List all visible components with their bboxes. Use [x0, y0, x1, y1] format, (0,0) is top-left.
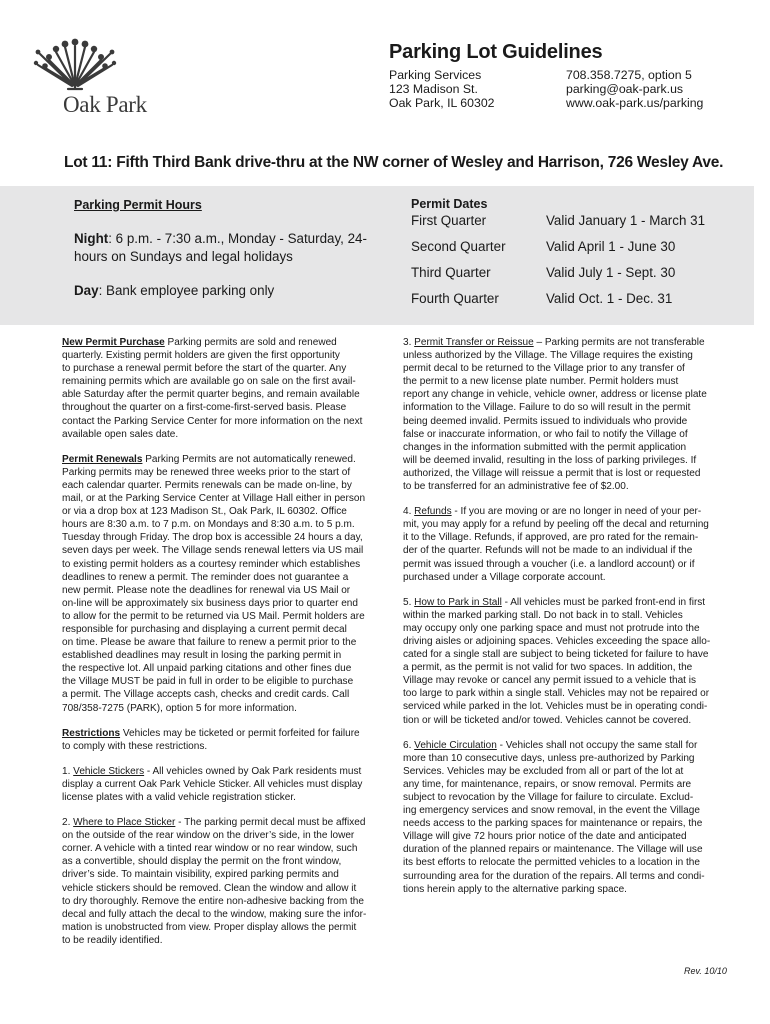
line-text: - All vehicles must be parked front-end in first [501, 596, 706, 608]
right-column [403, 336, 710, 896]
item-number: 3. [403, 337, 415, 348]
text-line [403, 661, 710, 674]
text-line [62, 518, 366, 531]
line-text: on time. Please be aware that failure to renew a permit prior to the [62, 637, 357, 649]
text-line [62, 855, 366, 868]
line-text: subject to revocation by the Village for failure to circulate. Exclud- [403, 792, 694, 803]
line-text: decal and fully attach the decal to the window, making sure the infor- [62, 908, 367, 920]
text-line [403, 622, 710, 635]
line-text: driving aisles or adjoining spaces. Vehicles exceeding the space allo- [403, 635, 711, 647]
quarter-label: Second Quarter [411, 239, 506, 254]
line-text: authorized, the Village will reissue a permit that is lost or requested [403, 467, 701, 479]
text-line [62, 531, 366, 544]
line-text: being deemed invalid. Permits issued to individuals who provide [403, 415, 688, 427]
text-line [403, 480, 710, 493]
section-heading: New Permit Purchase [62, 337, 165, 348]
text-line [403, 349, 710, 362]
text-line [62, 349, 366, 362]
paragraph-gap [403, 493, 710, 505]
text-line [403, 454, 710, 467]
line-text: permit was issued through a voucher (i.e. a landlord account) or if [403, 558, 695, 570]
line-text: duration of the planned repairs or maintenance. The Village will use [403, 844, 703, 856]
paragraph-gap [62, 441, 366, 453]
text-line [62, 466, 366, 479]
text-line [62, 778, 366, 791]
text-line [62, 415, 366, 428]
line-text: Vehicles may be ticketed or permit forfeited for failure [120, 727, 360, 739]
contact-website-link[interactable]: www.oak-park.us/parking [566, 96, 704, 110]
line-text: 708/358-7275 (PARK), option 5 for more information. [62, 702, 297, 714]
text-line [403, 375, 710, 388]
text-line [62, 829, 366, 842]
line-text: tion or will be ticketed and/or towed. Vehicles cannot be covered. [403, 714, 692, 726]
text-line [403, 558, 710, 571]
paragraph-gap [62, 804, 366, 816]
line-text: tions herein apply to the alternative parking space. [403, 883, 627, 895]
line-text: to dry thoroughly. Remove the entire non-adhesive backing from the [62, 895, 364, 907]
line-text: to purchase a renewal permit before the start of the quarter. Any [62, 363, 347, 375]
text-line [403, 571, 710, 584]
contact-address [389, 68, 495, 110]
text-line [62, 895, 366, 908]
line-text: its best efforts to relocate the permitted vehicles to a location in the [403, 857, 700, 869]
oak-park-logo [32, 38, 152, 117]
text-line [62, 597, 366, 610]
text-line [62, 544, 366, 557]
text-line [403, 687, 710, 700]
text-line [62, 934, 366, 947]
line-text: each calendar quarter. Permits renewals can be made on-line, by [62, 479, 352, 491]
text-line [62, 636, 366, 649]
text-line [403, 830, 710, 843]
line-text: established deadlines may result in losing the parking permit in [62, 650, 342, 662]
line-text: to existing permit holders as a courtesy reminder which establishes [62, 558, 361, 570]
section-heading: Permit Transfer or Reissue [414, 337, 534, 348]
line-text: Services. Vehicles may be excluded from all or part of the lot at [403, 765, 684, 777]
text-line [62, 401, 366, 414]
paragraph-gap [403, 727, 710, 739]
text-line [403, 843, 710, 856]
text-line [403, 648, 710, 661]
text-line [403, 635, 710, 648]
quarter-label: Fourth Quarter [411, 291, 499, 306]
section-heading: Restrictions [62, 727, 121, 739]
line-text: false or inaccurate information, or who fail to notify the Village of [403, 428, 688, 440]
text-line [62, 816, 366, 829]
oak-tree-icon [32, 38, 122, 94]
text-line [62, 336, 366, 349]
line-text: responsible for purchasing and displaying a current permit decal [62, 623, 347, 635]
text-line [62, 702, 366, 715]
line-text: - Vehicles shall not occupy the same stall for [496, 739, 698, 751]
section-heading: Vehicle Stickers [73, 765, 145, 777]
text-line [62, 479, 366, 492]
line-text: unless authorized by the Village. The Village requires the existing [403, 350, 693, 362]
text-line [403, 441, 710, 454]
text-line [403, 883, 710, 896]
item-number: 6. [403, 739, 415, 751]
text-line [62, 362, 366, 375]
line-text: - All vehicles owned by Oak Park residents must [144, 765, 362, 777]
text-line [403, 467, 710, 480]
line-text: - The parking permit decal must be affixed [175, 817, 366, 829]
line-text: within the marked parking stall. Do not back in to stall. Vehicles [403, 609, 683, 621]
line-text: may occupy only one parking space and must not protrude into the [403, 622, 700, 634]
line-text: - If you are moving or are no longer in need of your per- [451, 506, 702, 518]
line-text: Parking permits may be renewed three weeks prior to the start of [62, 466, 351, 478]
text-line [403, 739, 710, 752]
text-line [403, 505, 710, 518]
revision-note: Rev. 10/10 [684, 966, 727, 976]
line-text: more than 10 consecutive days, unless pre-authorized by Parking [403, 752, 695, 764]
text-line [62, 428, 366, 441]
line-text: to be readily identified. [62, 934, 163, 946]
line-text: the permit to a new license plate number. Permit holders must [403, 376, 679, 388]
night-hours [74, 230, 394, 266]
text-line [62, 791, 366, 804]
logo-wordmark: Oak Park [63, 92, 147, 117]
line-text: mail, or at the Parking Service Center at Village Hall either in person [62, 493, 366, 505]
text-line [403, 752, 710, 765]
text-line [62, 765, 366, 778]
text-line [62, 662, 366, 675]
line-text: contact the Parking Service Center for more information on the next [62, 415, 363, 427]
day-hours [74, 282, 394, 300]
text-line [403, 674, 710, 687]
text-line [403, 765, 710, 778]
text-line [62, 571, 366, 584]
text-line [62, 908, 366, 921]
text-line [403, 778, 710, 791]
text-line [62, 388, 366, 401]
line-text: or via a drop box at 123 Madison St., Oak Park, IL 60302. Office [62, 506, 347, 518]
text-line [62, 921, 366, 934]
line-text: vehicle stickers should be removed. Clean the window and allow it [62, 882, 357, 894]
text-line [62, 842, 366, 855]
document-title: Parking Lot Guidelines [389, 41, 603, 63]
line-text: quarterly. Existing permit holders are given the first opportunity [62, 350, 340, 362]
line-text: mit, you may apply for a refund by peeling off the decal and returning [403, 519, 709, 531]
line-text: license plates with a valid vehicle registration sticker. [62, 792, 296, 803]
line-text: to comply with these restrictions. [62, 740, 208, 752]
line-text: available open sales date. [62, 428, 179, 440]
text-line [62, 727, 366, 740]
night-text: : 6 p.m. - 7:30 a.m., Monday - Saturday, 24-hours on Sundays and legal holidays [74, 231, 367, 264]
line-text: the respective lot. All unpaid parking citations and other fines due [62, 663, 352, 675]
line-text: Parking permits are sold and renewed [164, 337, 337, 348]
text-line [403, 609, 710, 622]
line-text: will be deemed invalid, resulting in the loss of parking privileges. If [403, 454, 697, 466]
line-text: Village may revoke or cancel any permit issued to a vehicle that is [403, 675, 696, 687]
day-label: Day [74, 283, 99, 298]
text-line [403, 362, 710, 375]
line-text: mation is unobstructed from view. Proper display allows the permit [62, 921, 357, 933]
line-text: information to the Village. Failure to do so will result in the permit [403, 402, 691, 414]
line-text: as a convertible, should display the permit on the front window, [62, 856, 342, 868]
text-line [403, 428, 710, 441]
line-text: Tuesday through Friday. The drop box is accessible 24 hours a day, [62, 532, 363, 544]
section-heading: Vehicle Circulation [414, 739, 497, 751]
paragraph-gap [62, 715, 366, 727]
line-text: a permit. The Village accepts cash, checks and credit cards. Call [62, 689, 350, 701]
line-text: able Saturday after the permit quarter begins, and remain available [62, 389, 360, 401]
quarter-label: Third Quarter [411, 265, 491, 280]
text-line [403, 804, 710, 817]
text-line [62, 882, 366, 895]
line-text: any time, for maintenance, repairs, or snow removal. Permits are [403, 778, 692, 790]
line-text: too large to park within a single stall. Vehicles may not be repaired or [403, 688, 710, 700]
line-text: on the outside of the rear window on the driver’s side, in the lower [62, 830, 355, 842]
text-line [403, 856, 710, 869]
line-text: Parking Permits are not automatically renewed. [142, 453, 356, 465]
text-line [403, 401, 710, 414]
text-line [62, 649, 366, 662]
line-text: corner. A vehicle with a tinted rear window or no rear window, such [62, 843, 358, 855]
paragraph-gap [62, 753, 366, 765]
item-number: 2. [62, 817, 74, 829]
line-text: a permit, as the permit is not valid for two spaces. In addition, the [403, 662, 693, 674]
item-number: 5. [403, 596, 415, 608]
left-column [62, 336, 366, 947]
line-text: deadlines to renew a permit. The reminder does not guarantee a [62, 571, 349, 583]
text-line [403, 544, 710, 557]
text-line [62, 558, 366, 571]
section-heading: Where to Place Sticker [73, 817, 176, 829]
quarter-validity: Valid Oct. 1 - Dec. 31 [546, 291, 673, 306]
line-text: ing emergency services and snow removal, in the event the Village [403, 805, 700, 817]
text-line [62, 868, 366, 881]
section-heading: Refunds [414, 506, 452, 518]
line-text: purchased under a Village corporate account. [403, 571, 606, 583]
line-text: driver’s side. To maintain visibility, expired parking permits and [62, 869, 339, 881]
line-text: throughout the quarter on a first-come-first-served basis. Please [62, 402, 347, 414]
line-text: needs access to the parking spaces for maintenance or repairs, the [403, 818, 703, 830]
section-heading: How to Park in Stall [414, 596, 502, 608]
text-line [403, 518, 710, 531]
text-line [403, 596, 710, 609]
quarter-validity: Valid January 1 - March 31 [546, 213, 706, 228]
line-text: Village will give 72 hours prior notice of the date and anticipated [403, 831, 687, 843]
day-text: : Bank employee parking only [98, 283, 275, 298]
line-text: der of the quarter. Refunds will not be made to an individual if the [403, 545, 693, 557]
text-line [62, 492, 366, 505]
text-line [403, 817, 710, 830]
line-text: on-line will be approximately six business days prior to quarter end [62, 597, 358, 609]
line-text: remaining permits which are available go on sale on the first avail- [62, 376, 356, 388]
item-number: 4. [403, 506, 415, 518]
text-line [403, 336, 710, 349]
night-label: Night [74, 231, 109, 246]
line-text: new permit. Please note the deadlines for renewal via US Mail or [62, 584, 351, 596]
quarter-label: First Quarter [411, 213, 487, 228]
text-line [62, 610, 366, 623]
text-line [62, 688, 366, 701]
text-line [403, 531, 710, 544]
text-line [403, 714, 710, 727]
line-text: surrounding area for the duration of the repairs. All terms and condi- [403, 870, 705, 882]
lot-title: Lot 11: Fifth Third Bank drive-thru at the NW corner of Wesley and Harrison, 726 Wesley Ave. [64, 154, 724, 171]
contact-line: Parking Services [389, 68, 482, 82]
line-text: cated for a single stall are subject to being ticketed for failure to have [403, 649, 709, 661]
contact-line: Oak Park, IL 60302 [389, 96, 495, 110]
text-line [403, 415, 710, 428]
line-text: changes in the information submitted with the permit application [403, 441, 687, 453]
line-text: – Parking permits are not transferable [533, 337, 705, 348]
line-text: to allow for the permit to be returned via US Mail. Permit holders are [62, 610, 365, 622]
text-line [403, 791, 710, 804]
contact-line: 123 Madison St. [389, 82, 478, 96]
text-line [403, 870, 710, 883]
line-text: report any change in vehicle, vehicle owner, address or license plate [403, 389, 707, 401]
line-text: permit decal to be returned to the Village prior to any transfer of [403, 363, 685, 375]
text-line [403, 700, 710, 713]
contact-phone: 708.358.7275, option 5 [566, 68, 692, 82]
text-line [403, 388, 710, 401]
quarter-validity: Valid July 1 - Sept. 30 [546, 265, 676, 280]
text-line [62, 505, 366, 518]
text-line [62, 740, 366, 753]
line-text: serviced while parked in the lot. Vehicles must be in operating condi- [403, 701, 708, 713]
text-line [62, 375, 366, 388]
line-text: it to the Village. Refunds, if approved, are pro rated for the remain- [403, 532, 699, 544]
text-line [62, 584, 366, 597]
line-text: the Village MUST be paid in full in order to be eligible to purchase [62, 676, 354, 688]
contact-email-link[interactable]: parking@oak-park.us [566, 82, 684, 96]
text-line [62, 453, 366, 466]
quarter-validity: Valid April 1 - June 30 [546, 239, 676, 254]
permit-dates-heading: Permit Dates [411, 197, 488, 211]
line-text: seven days per week. The Village sends renewal letters via US mail [62, 545, 364, 557]
contact-details [566, 68, 703, 110]
line-text: to be transferred for an administrative fee of $2.00. [403, 481, 629, 493]
line-text: display a current Oak Park Vehicle Sticker. All vehicles must display [62, 778, 363, 790]
text-line [62, 675, 366, 688]
item-number: 1. [62, 765, 74, 777]
permit-hours-heading: Parking Permit Hours [74, 198, 202, 212]
paragraph-gap [403, 584, 710, 596]
line-text: hours are 8:30 a.m. to 7 p.m. on Mondays and 8:30 a.m. to 5 p.m. [62, 519, 355, 531]
section-heading: Permit Renewals [62, 453, 143, 465]
text-line [62, 623, 366, 636]
